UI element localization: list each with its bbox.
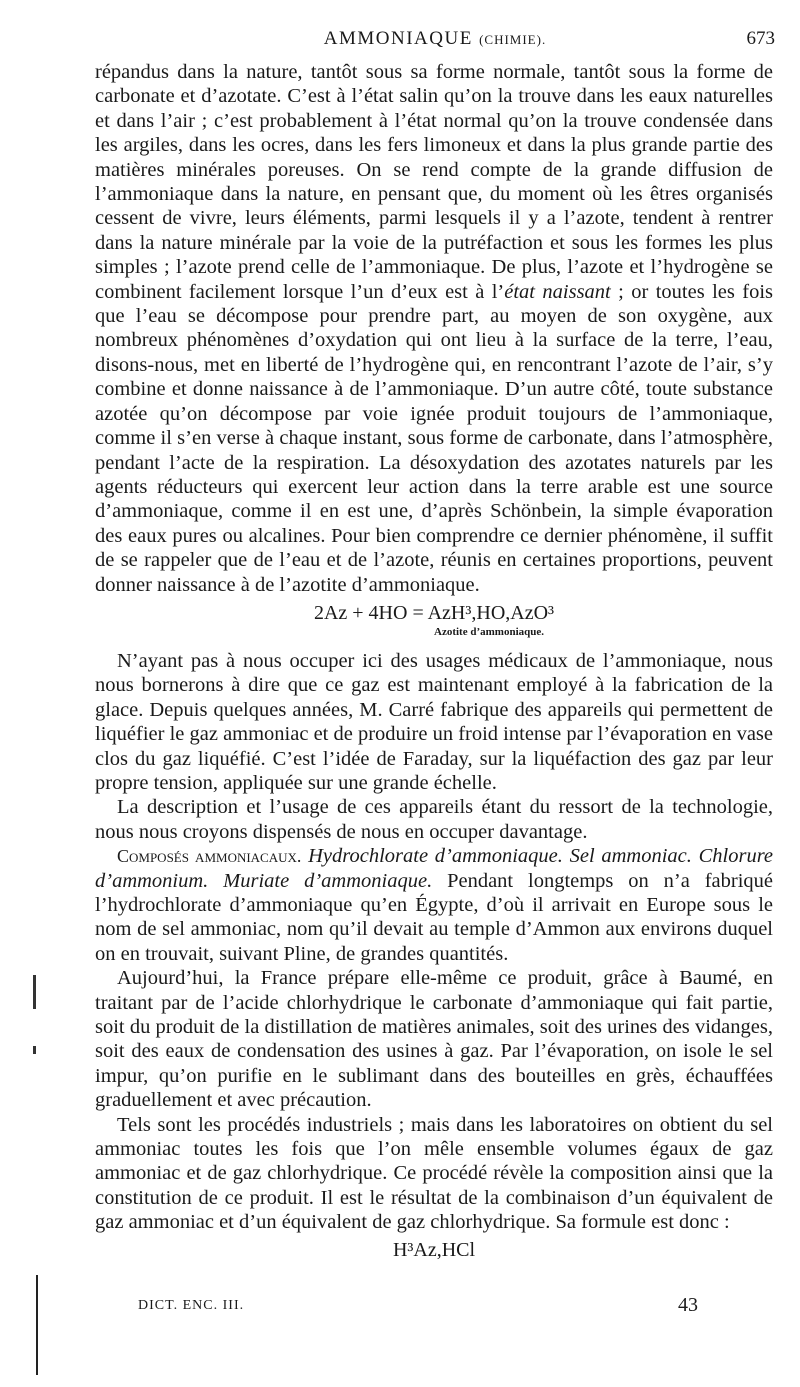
running-header <box>95 28 775 52</box>
page-footer <box>138 1294 698 1320</box>
page-number: 673 <box>746 28 775 49</box>
header-title-text: AMMONIAQUE <box>323 28 473 49</box>
section-italic-names: Hydrochlorate d’ammoniaque. Sel ammoniac. Chlorure d’ammonium. Muriate d’ammoniaque. <box>95 845 774 892</box>
formula-azotite: 2Az + 4HO = AzH³,HO,AzO³ <box>313 601 555 624</box>
main-text <box>95 60 773 1263</box>
paragraph-5: Aujourd’hui, la France prépare elle-même ce produit, grâce à Baumé, en traitant par de l’acide chlorhydrique le carbonate d’ammoniaque qui fait partie, soit du produit de la distillation de matières animales, soit des urines des vidanges, soit des eaux de condensation des usines à gaz. Par l’évaporation, on isole le sel impur, qu’on purifie en le sublimant dans des bouteilles en grès, échauffées graduellement et avec précaution. <box>95 967 773 1112</box>
paragraph-6: Tels sont les procédés industriels ; mais dans les laboratoires on obtient du sel ammoniac toutes les fois que l’on mêle ensemble volumes égaux de gaz ammoniac et de gaz chlorhydrique. Ce procédé révèle la composition ainsi que la constitution de ce produit. Il est le résultat de la combinaison d’un équivalent de gaz ammoniac et d’un équivalent de gaz chlorhydrique. Sa formule est donc : <box>95 1113 773 1234</box>
paragraph-3: La description et l’usage de ces appareils étant du ressort de la technologie, nous nous croyons dispensés de nous en occuper davantage. <box>95 796 773 843</box>
header-subtitle: (CHIMIE). <box>479 32 547 47</box>
header-title <box>95 28 775 50</box>
footer-sheet-number: 43 <box>678 1294 698 1316</box>
paragraph-4-text: Pendant longtemps on n’a fabriqué l’hydrochlorate d’ammoniaque qu’en Égypte, d’où il arrivait en Europe sous le nom de sel ammoniac, nom qu’il devait au temple d’Ammon aux environs duquel on en trouvait, suivant Pline, de grandes quantités. <box>95 869 773 965</box>
paragraph-1 <box>95 60 773 597</box>
paragraph-2: N’ayant pas à nous occuper ici des usages médicaux de l’ammoniaque, nous nous bornerons à dire que ce gaz est maintenant employé à la fabrication de la glace. Depuis quelques années, M. Carré fabrique des appareils qui permettent de liquéfier le gaz ammoniac et de produire un froid intense par l’évaporation en vase clos du gaz liquéfié. C’est l’idée de Faraday, sur la liquéfaction des gaz par leur propre tension, appliquée sur une grande échelle. <box>95 649 773 794</box>
footer-signature: DICT. ENC. III. <box>138 1298 245 1313</box>
margin-scan-mark <box>33 1046 36 1054</box>
paragraph-1-part-a: répandus dans la nature, tantôt sous sa forme normale, tantôt sous la forme de carbonate et d’azotate. C’est à l’état salin qu’on la trouve dans les eaux naturelles et dans l’air ; c’est probablement à l’état normal qu’on la trouve condensée dans les argiles, dans les ocres, dans les fers limoneux et dans la plus grande partie des matières minérales poreuses. On se rend compte de la grande diffusion de l’ammoniaque dans la nature, en pensant que, du moment où les êtres organisés cessent de vivre, leurs éléments, parmi lesquels il y a l’azote, tendent à rentrer dans la nature minérale par la voie de la putréfaction et sous les formes les plus simples ; l’azote prend celle de l’ammoniaque. De plus, l’azote et l’hydrogène se combinent facilement lorsque l’un d’eux est à l’ <box>95 61 773 303</box>
emphasis-etat-naissant: état naissant <box>504 280 611 303</box>
margin-scan-mark <box>36 1275 38 1375</box>
formula-caption: Azotite d’ammoniaque. <box>434 625 544 638</box>
paragraph-4 <box>95 844 773 966</box>
paragraph-1-part-b: ; or toutes les fois que l’eau se décompose pour prendre part, au moyen de son oxygène, aux nombreux phénomènes d’oxydation qui ont lieu à la surface de la terre, l’eau, disons-nous, met en liberté de l’hydrogène qui, en rencontrant l’azote de l’air, s’y combine et donne naissance à de l’ammoniaque. D’un autre côté, toute substance azotée qu’on décompose par voie ignée produit toujours de l’ammoniaque, comme il s’en verse à chaque instant, sous forme de carbonate, dans l’atmosphère, pendant l’acte de la respiration. La désoxydation des azotates naturels par les agents réducteurs qui exercent leur action dans la terre arable est une source d’ammoniaque, comme il en est une, d’après Schönbein, la simple évaporation des eaux pures ou alcalines. Pour bien comprendre ce dernier phénomène, il suffit de se rappeler que de l’eau et de l’azote, réunis en certaines proportions, peuvent donner naissance à de l’azotite d’ammoniaque. <box>95 280 773 596</box>
margin-scan-mark <box>33 975 36 1009</box>
formula-sel-ammoniac: H³Az,HCl <box>392 1238 476 1261</box>
section-lead: Composés ammoniacaux. <box>117 846 302 867</box>
